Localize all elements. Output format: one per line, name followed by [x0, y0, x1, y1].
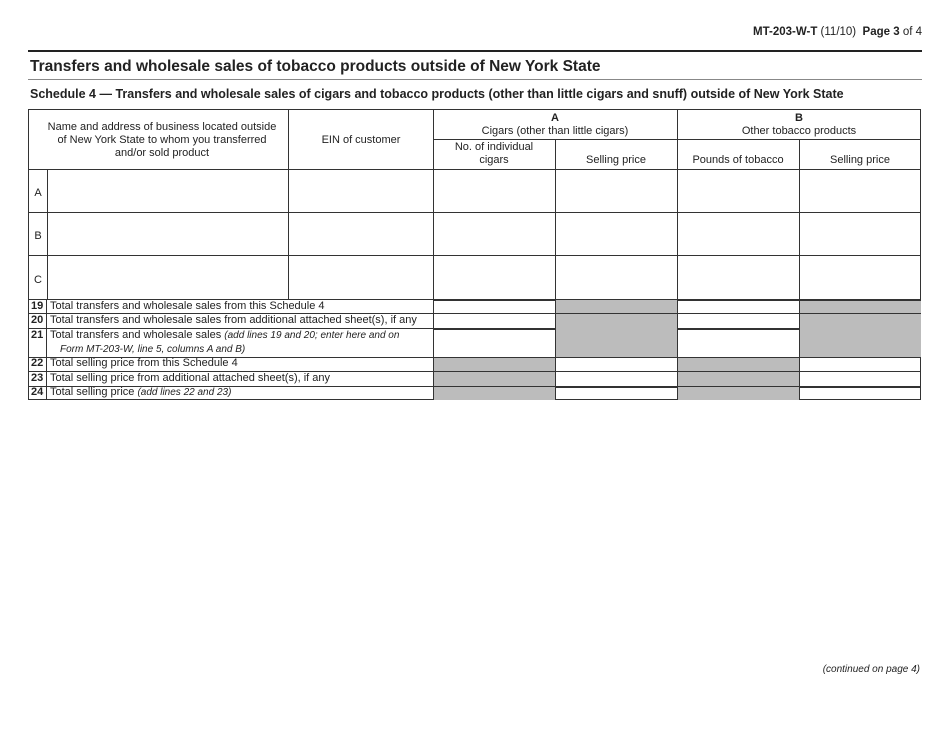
line-20-number: 20 [31, 314, 44, 326]
col-header-selling-price-b: Selling price [830, 154, 890, 166]
title-rule [28, 79, 922, 80]
line-22-selling-price-a-field[interactable] [556, 358, 677, 371]
line-19-label: Total transfers and wholesale sales from this Schedule 4 [50, 300, 325, 312]
row-letter-c: C [34, 274, 42, 286]
line-21-label [50, 329, 399, 342]
line-19-number: 19 [31, 300, 44, 312]
row-c-selling-price-b-field[interactable] [800, 256, 921, 299]
schedule-4-table [28, 109, 921, 400]
line-24-label [50, 386, 231, 399]
row-c-name-address-field[interactable] [48, 256, 288, 299]
line-24-number: 24 [31, 386, 44, 398]
col-group-a-label: Cigars (other than little cigars) [481, 125, 629, 137]
line-23-selling-price-a-field[interactable] [556, 372, 677, 386]
line-21-label-text: Total transfers and wholesale sales [50, 329, 222, 341]
col-header-pounds: Pounds of tobacco [692, 154, 784, 166]
row-a-name-address-field[interactable] [48, 170, 288, 212]
line-23-label: Total selling price from additional attached sheet(s), if any [50, 372, 331, 384]
line-23-number: 23 [31, 372, 44, 384]
top-rule [28, 50, 922, 52]
form-id: MT-203-W-T [753, 26, 818, 38]
row-c-cigars-count-field[interactable] [434, 256, 555, 299]
line-22-label: Total selling price from this Schedule 4 [50, 357, 238, 369]
line-24-selling-price-b-field[interactable] [800, 388, 921, 400]
row-b-ein-field[interactable] [289, 213, 433, 255]
schedule-title: Schedule 4 — Transfers and wholesale sales of cigars and tobacco products (other than little cigars and snuff) outside of New York State [30, 87, 844, 101]
line-19-cigars-field[interactable] [434, 301, 555, 313]
line-20-label: Total transfers and wholesale sales from additional attached sheet(s), if any [50, 314, 417, 326]
col-header-selling-price-a: Selling price [586, 154, 646, 166]
page-label: Page 3 [862, 26, 900, 38]
row-b-name-address-field[interactable] [48, 213, 288, 255]
row-a-ein-field[interactable] [289, 170, 433, 212]
page-title: Transfers and wholesale sales of tobacco products outside of New York State [30, 58, 601, 75]
row-a-selling-price-b-field[interactable] [800, 170, 921, 212]
col-group-a-letter: A [551, 112, 559, 124]
col-group-b-letter: B [795, 112, 803, 124]
row-c-selling-price-a-field[interactable] [556, 256, 677, 299]
row-a-cigars-count-field[interactable] [434, 170, 555, 212]
page-of: of 4 [902, 26, 922, 38]
row-letter-b: B [34, 230, 42, 242]
row-b-selling-price-a-field[interactable] [556, 213, 677, 255]
line-20-cigars-field[interactable] [434, 314, 555, 328]
line-21-note: (add lines 19 and 20; enter here and on [224, 330, 400, 341]
row-c-ein-field[interactable] [289, 256, 433, 299]
line-24-note: (add lines 22 and 23) [137, 387, 232, 398]
col-header-ein: EIN of customer [321, 134, 401, 146]
col-header-name-address: Name and address of business located outside of New York State to whom you transferred and/or sold product [47, 121, 277, 159]
line-20-pounds-field[interactable] [678, 314, 799, 328]
row-b-pounds-field[interactable] [678, 213, 799, 255]
line-21-number: 21 [31, 329, 44, 341]
form-page-header [753, 26, 922, 38]
row-b-selling-price-b-field[interactable] [800, 213, 921, 255]
line-21-note-cont: Form MT-203-W, line 5, columns A and B) [60, 344, 246, 355]
row-a-pounds-field[interactable] [678, 170, 799, 212]
line-22-number: 22 [31, 357, 44, 369]
line-24-label-text: Total selling price [50, 386, 135, 398]
line-21-cigars-field[interactable] [434, 330, 555, 357]
shade-19-21-b-price [799, 299, 921, 357]
continued-note: (continued on page 4) [822, 664, 920, 675]
row-b-cigars-count-field[interactable] [434, 213, 555, 255]
col-group-b-label: Other tobacco products [741, 125, 857, 137]
line-22-selling-price-b-field[interactable] [800, 358, 921, 371]
form-revision: (11/10) [820, 26, 857, 38]
shade-22-24-a-count [433, 357, 555, 400]
line-21-pounds-field[interactable] [678, 330, 799, 357]
shade-22-24-b-pounds [677, 357, 799, 400]
row-letter-a: A [34, 187, 42, 199]
shade-19-21-a-price [555, 299, 677, 357]
col-header-cigars-count: No. of individual cigars [454, 141, 534, 166]
line-24-selling-price-a-field[interactable] [556, 388, 677, 400]
line-19-pounds-field[interactable] [678, 301, 799, 313]
line-23-selling-price-b-field[interactable] [800, 372, 921, 386]
row-c-pounds-field[interactable] [678, 256, 799, 299]
row-a-selling-price-a-field[interactable] [556, 170, 677, 212]
